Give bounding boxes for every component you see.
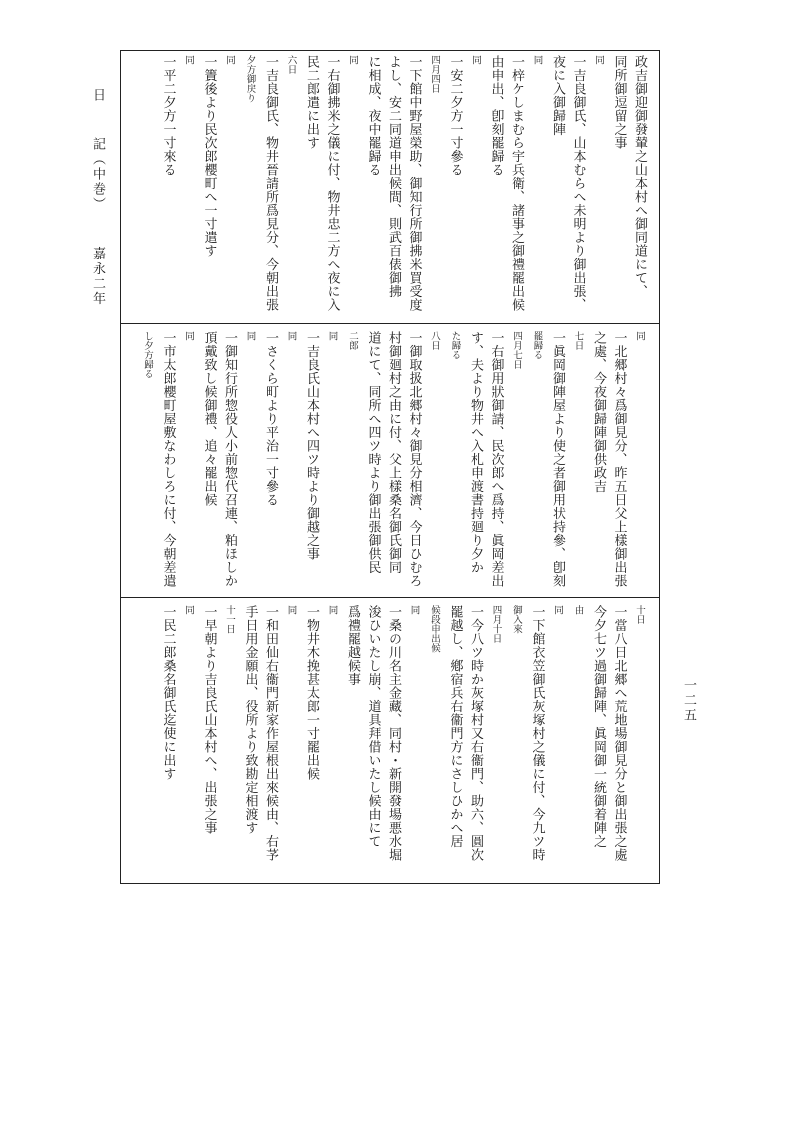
page-number: 一二五 [681,678,696,723]
text-frame [120,50,660,884]
date-label: 同 [593,55,604,65]
entry-line: 罷越し、鄕宿兵右衞門方にさしひかへ居 [447,605,463,848]
entry-line: 政吉御迎御發輦之山本村へ御同道にて、 [632,55,647,298]
date-label: 罷歸る [531,331,543,360]
entry-line: 爲禮罷越候事 [345,605,360,686]
entry-line: 一北郷村々爲御見分、昨五日父上樣御出張 [611,331,627,588]
date-label: 同 [326,331,338,341]
entry-line: 由申出、卽刻罷歸る [488,55,504,177]
date-label: 十一日 [224,605,235,634]
date-label: 同 [183,605,194,615]
entry-line: 一吉良御氏、物井晉請所爲見分、今朝出張 [263,55,278,312]
middle-tier [137,331,650,601]
entry-line: 一安二夕方一寸參る [447,55,463,177]
date-label: 同 [224,55,235,65]
date-label: 同 [552,605,563,615]
entry-line: 一物井木挽甚太郎一寸罷出候 [304,605,319,781]
entry-line: 之處、今夜御歸陣御供政吉 [591,331,606,493]
entry-line: に相成、夜中罷歸る [365,55,381,177]
entry-line: す、夫より物井へ入札申渡書持廻り夕か [468,331,483,574]
date-label: 同 [326,605,338,615]
entry-line: 頂戴致し候御禮、追々罷出候 [201,331,217,507]
date-label: 同 [183,55,194,65]
entry-line: 一さくら町より平治一寸參る [263,331,278,507]
date-label: 二郎 [347,331,358,350]
entry-line: 一桑の川名主金藏、同村・新開發場悪水堀 [386,605,401,862]
date-label: た歸る [449,331,461,360]
entry-line: 一御取扱北郷村々御見分相濟、今日ひむろ [406,331,422,588]
running-head-era: 嘉永二年 [90,246,105,307]
entry-line: 手日用金願出、役所より致勘定相渡す [242,605,258,835]
entry-line: 村御廻村之由に付、父上樣桑名御氏御同 [386,331,401,574]
date-label: 同 [531,55,543,65]
entry-line: 一梓ケしまむら宇兵衛、諸事之御禮罷出候 [509,55,524,312]
entry-line: 一吉良御氏、山本むらへ未明より御出張、 [570,55,586,312]
date-label: 八日 [429,331,440,350]
entry-line: 今夕七ツ過御歸陣、眞岡御一統御着陣之 [591,605,606,848]
entry-line: 一右御用狀御請、民次郎へ爲持、眞岡差出 [488,331,504,588]
date-label: 七日 [572,331,584,350]
running-head-title-2: 記（中巻） [90,137,105,213]
date-label: 御入來 [511,605,522,634]
date-label: 四月七日 [511,331,522,369]
date-label: 六日 [285,55,297,74]
date-label: 候段申出候 [429,605,440,653]
entry-line: 浚ひいたし崩、道具拜借いたし候由にて [365,605,381,848]
entry-line: 一簀後より民次郎櫻町へ一寸遣す [201,55,217,258]
running-head-title-1: 日 [90,88,105,103]
date-label: 十日 [634,605,645,624]
entry-line: 一民二郎桑名御氏迄使に出す [160,605,176,781]
entry-line: 一眞岡御陣屋より使之者御用状持參、卽刻 [550,331,565,588]
entry-line: 一市太郎櫻町屋敷なわしろに付、今朝差遣 [160,331,176,588]
entry-line: よし、安二同道申出候間、則武百俵御拂 [386,55,401,298]
date-label: 夕方御戻り [244,55,256,103]
entry-line: 同所御逗留之事 [611,55,627,150]
date-label: 四月十日 [490,605,502,643]
entry-line: 一早朝より吉良氏山本村へ、出張之事 [201,605,217,835]
date-label: 同 [347,55,358,65]
date-label: 同 [285,331,297,341]
date-label: 同 [285,605,297,615]
entry-line: 民二郎遣に出す [304,55,319,150]
date-label: 同 [470,55,481,65]
entry-line: 一今八ツ時か灰塚村又右衞門、助六、圓次 [468,605,483,862]
entry-line: 夜に入御歸陣 [550,55,565,136]
date-label: 同 [183,331,194,341]
date-label: し夕方歸る [142,331,153,379]
entry-line: 一下館中野屋榮助、御知行所御拂米買受度 [406,55,422,312]
date-label: 同 [244,331,256,341]
entry-line: 一當八日北郷へ荒地場御見分と御出張之處 [611,605,627,862]
date-label: 由 [572,605,584,615]
entry-line: 一平二夕方一寸來る [160,55,176,177]
entry-line: 一下館衣笠御氏灰塚村之儀に付、今九ツ時 [529,605,545,862]
running-head [84,88,110,608]
lower-tier [157,605,649,875]
entry-line: 一和田仙右衞門新家作屋根出來候由、右芧 [263,605,278,862]
date-label: 四月四日 [429,55,440,93]
entry-line: 一右御拂米之儀に付、物井忠二方へ夜に入 [324,55,340,312]
entry-line: 一吉良氏山本村へ四ツ時より御越之事 [304,331,319,561]
date-label: 同 [408,605,420,615]
entry-line: 道にて、同所へ四ツ時より御出張御供民 [365,331,381,574]
date-label: 同 [634,331,645,341]
entry-line: 一御知行所惣役人小前惣代召連、粕ほしか [222,331,237,588]
upper-tier [157,55,649,325]
